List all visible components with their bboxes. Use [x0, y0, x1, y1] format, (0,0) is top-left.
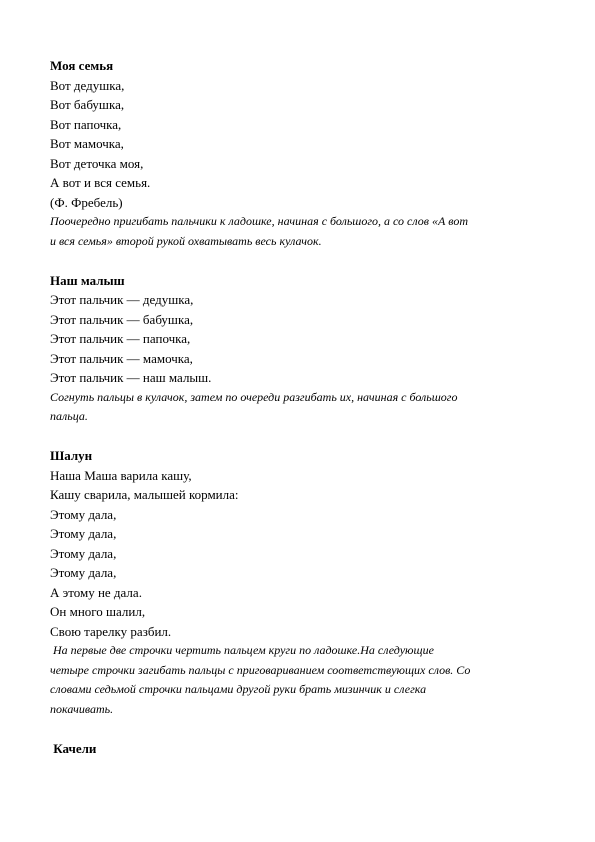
- poem-line: Этому дала,: [50, 545, 117, 561]
- instruction-line: На первые две строчки чертить пальцем круги по ладошке.На следующие: [50, 643, 434, 657]
- instruction-line: и вся семья» второй рукой охватывать весь кулачок.: [50, 233, 322, 248]
- section-swing: [50, 739, 550, 759]
- instruction-line: четыре строчки загибать пальцы с приговариванием соответствующих слов. Со: [50, 662, 471, 677]
- spacer: [50, 719, 550, 739]
- poem-line: Этот пальчик — мамочка,: [50, 350, 193, 366]
- section-title: Моя семья: [50, 58, 114, 73]
- instruction-line: словами седьмой строчки пальцами другой руки брать мизинчик и слегка: [50, 682, 427, 696]
- section-my-family: [50, 56, 550, 251]
- poem-line: Наша Маша варила кашу,: [50, 467, 192, 483]
- instruction-line: Согнуть пальцы в кулачок, затем по очереди разгибать их, начиная с большого: [50, 389, 458, 404]
- poem-line: Он много шалил,: [50, 604, 146, 619]
- section-title: Качели: [50, 740, 97, 756]
- section-title: Шалун: [50, 448, 93, 463]
- poem-author: (Ф. Фребель): [50, 194, 123, 210]
- spacer: [50, 251, 550, 271]
- section-prankster: [50, 446, 550, 719]
- section-title: Наш малыш: [50, 272, 125, 288]
- poem-line: Вот бабушка,: [50, 97, 125, 112]
- instruction-line: пальца.: [50, 409, 88, 423]
- poem-line: А этому не дала.: [50, 584, 142, 600]
- poem-line: Кашу сварила, малышей кормила:: [50, 487, 239, 502]
- document-page: [50, 56, 550, 758]
- poem-line: Вот дедушка,: [50, 77, 125, 93]
- poem-line: Этому дала,: [50, 506, 117, 522]
- poem-line: Вот папочка,: [50, 116, 122, 132]
- poem-line: А вот и вся семья.: [50, 175, 151, 190]
- poem-line: Этот пальчик — наш малыш.: [50, 370, 212, 385]
- poem-line: Этот пальчик — папочка,: [50, 331, 191, 346]
- instruction-line: покачивать.: [50, 701, 114, 716]
- poem-line: Этому дала,: [50, 526, 117, 541]
- poem-line: Вот деточка моя,: [50, 155, 144, 171]
- section-our-baby: [50, 271, 550, 427]
- poem-line: Этот пальчик — бабушка,: [50, 311, 194, 327]
- poem-line: Вот мамочка,: [50, 136, 124, 151]
- poem-line: Свою тарелку разбил.: [50, 623, 172, 639]
- spacer: [50, 427, 550, 447]
- instruction-line: Поочередно пригибать пальчики к ладошке, начиная с большого, а со слов «А вот: [50, 214, 469, 228]
- poem-line: Этот пальчик — дедушка,: [50, 292, 194, 307]
- poem-line: Этому дала,: [50, 565, 117, 580]
